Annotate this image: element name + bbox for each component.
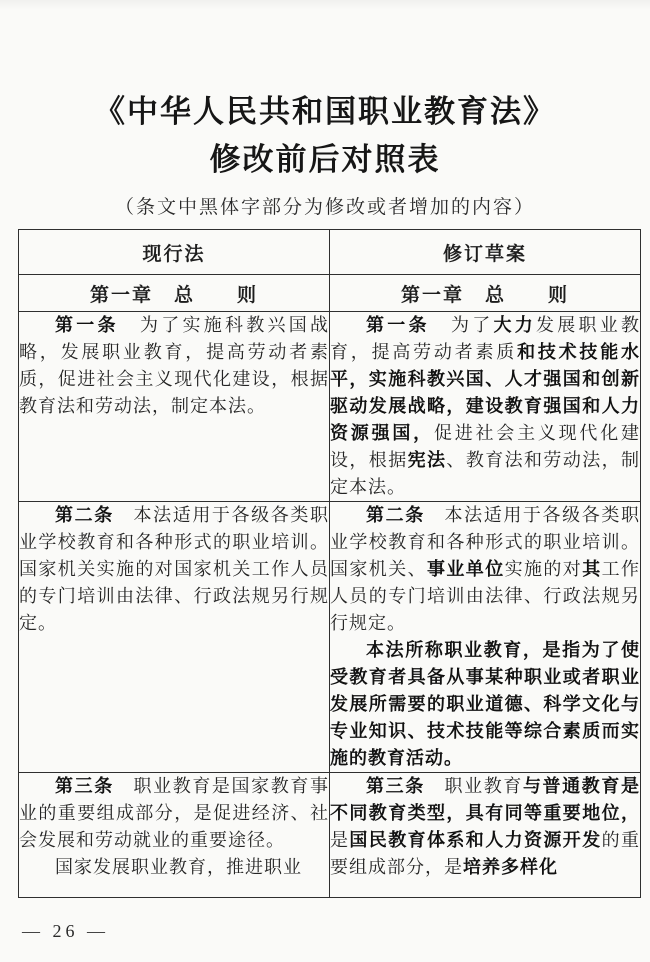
original-text-segment: 国家发展职业教育，推进职业 bbox=[55, 857, 302, 877]
paragraph bbox=[330, 637, 640, 772]
changed-text-segment: 与普通教育是不同教育类型，具有同等重要地位， bbox=[330, 776, 641, 823]
column-header-current-law: 现行法 bbox=[19, 230, 330, 275]
title-block bbox=[0, 88, 650, 219]
changed-text-segment: 第二条 bbox=[55, 505, 114, 525]
paragraph bbox=[19, 502, 329, 637]
original-text-segment: 、教育法和劳动法，制定本法。 bbox=[330, 450, 641, 497]
original-text-segment: 职业教育 bbox=[424, 776, 523, 796]
row-article-1 bbox=[19, 312, 641, 502]
changed-text-segment: 宪法 bbox=[407, 450, 447, 470]
page-number: — 26 — bbox=[22, 921, 109, 941]
original-text-segment: 的重要组成部分，是 bbox=[330, 830, 641, 877]
changed-text-segment: 第一条 bbox=[366, 315, 430, 335]
column-header-revised-draft: 修订草案 bbox=[330, 230, 641, 275]
changed-text-segment: 第一条 bbox=[55, 315, 119, 335]
changed-text-segment: 事业单位 bbox=[427, 559, 505, 579]
row-article-3 bbox=[19, 773, 641, 898]
original-text-segment: 为了 bbox=[429, 315, 494, 335]
document-title-line1: 《中华人民共和国职业教育法》 bbox=[94, 94, 556, 129]
original-text-segment: 发展职业教育，提高劳动者素质 bbox=[330, 315, 640, 362]
table-header-row bbox=[19, 230, 641, 275]
changed-text-segment: 国民教育体系和人力资源开发 bbox=[349, 830, 602, 850]
changed-text-segment: 第三条 bbox=[55, 776, 114, 796]
original-text-segment: 本法适用于各级各类职业学校教育和各种形式的职业培训。国家机关、 bbox=[330, 505, 641, 579]
changed-text-segment: 第二条 bbox=[366, 505, 425, 525]
document-title-line2: 修改前后对照表 bbox=[209, 142, 441, 177]
changed-text-segment: 第三条 bbox=[366, 776, 425, 796]
bold-text-note: （条文中黑体字部分为修改或者增加的内容） bbox=[114, 197, 535, 218]
cell-current-law bbox=[19, 312, 330, 502]
paragraph bbox=[19, 312, 329, 420]
cell-current-law bbox=[19, 773, 330, 898]
original-text-segment: 是 bbox=[330, 830, 350, 850]
cell-revised-draft bbox=[330, 502, 641, 773]
changed-text-segment: 培养多样化 bbox=[463, 857, 558, 877]
chapter-heading-left: 第一章 总 则 bbox=[19, 275, 330, 312]
comparison-table bbox=[18, 229, 641, 898]
paragraph bbox=[19, 773, 329, 854]
original-text-segment: 职业教育是国家教育事业的重要组成部分，是促进经济、社会发展和劳动就业的重要途径。 bbox=[19, 776, 330, 850]
paragraph bbox=[330, 773, 640, 881]
cell-revised-draft bbox=[330, 773, 641, 898]
cell-current-law bbox=[19, 502, 330, 773]
chapter-heading-row bbox=[19, 275, 641, 312]
paragraph bbox=[330, 502, 640, 637]
chapter-heading-right: 第一章 总 则 bbox=[330, 275, 641, 312]
original-text-segment: 实施的对 bbox=[504, 559, 583, 579]
table-body bbox=[19, 275, 641, 898]
cell-revised-draft bbox=[330, 312, 641, 502]
changed-text-segment: 大力 bbox=[493, 315, 536, 335]
paragraph bbox=[19, 854, 329, 881]
original-text-segment: 为了实施科教兴国战略，发展职业教育，提高劳动者素质，促进社会主义现代化建设，根据教育法和劳动法，制定本法。 bbox=[19, 315, 329, 416]
original-text-segment: 本法适用于各级各类职业学校教育和各种形式的职业培训。国家机关实施的对国家机关工作人员的专门培训由法律、行政法规另行规定。 bbox=[19, 505, 330, 633]
changed-text-segment: 和技术技能水平，实施科教兴国、人才强国和创新驱动发展战略，建设教育强国和人力资源强国， bbox=[330, 342, 641, 443]
paragraph bbox=[330, 312, 640, 501]
changed-text-segment: 其 bbox=[582, 559, 602, 579]
changed-text-segment: 本法所称职业教育，是指为了使受教育者具备从事某种职业或者职业发展所需要的职业道德、科学文化与专业知识、技术技能等综合素质而实施的教育活动。 bbox=[330, 640, 640, 768]
row-article-2 bbox=[19, 502, 641, 773]
original-text-segment: 工作人员的专门培训由法律、行政法规另行规定。 bbox=[330, 559, 641, 633]
original-text-segment: 促进社会主义现代化建设，根据 bbox=[330, 423, 641, 470]
